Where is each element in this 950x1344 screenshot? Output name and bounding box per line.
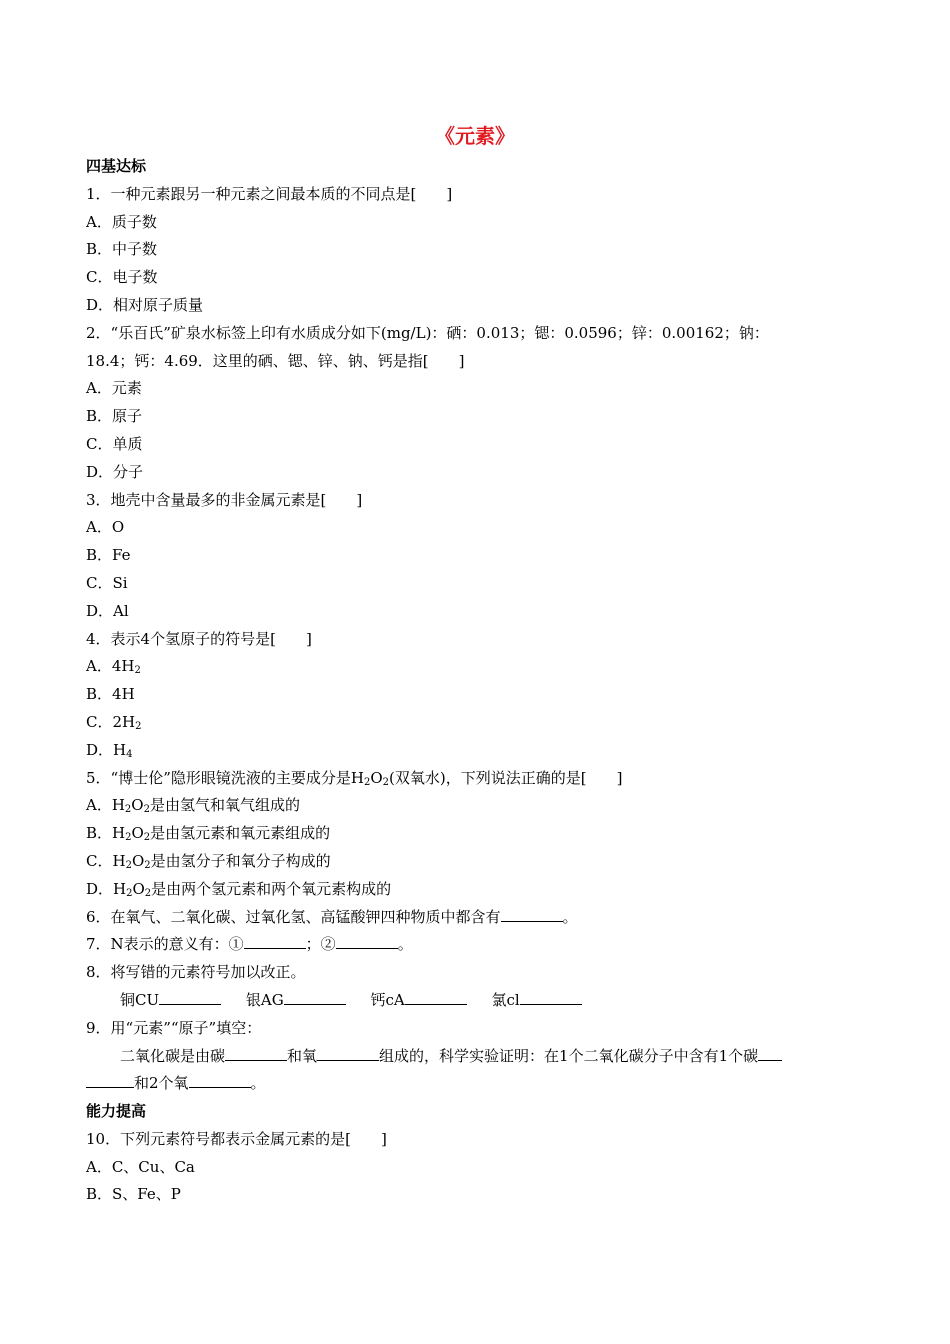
answer-blank — [520, 987, 582, 1005]
answer-blank — [405, 987, 467, 1005]
question-2-option-d: D．分子 — [86, 462, 144, 481]
question-1-option-b: B．中子数 — [86, 240, 158, 259]
question-2-option-a: A．元素 — [86, 379, 142, 398]
element-item-calcium: 钙cA — [370, 990, 405, 1009]
question-4-option-c: C．$2H_2$ — [86, 712, 142, 732]
question-5-option-b: B．$H_2O_2$是由氢元素和氧元素组成的 — [86, 824, 331, 844]
question-9-line1: 二氧化碳是由碳 和氧 组成的，科学实验证明：在1个二氧化碳分子中含有1个碳 — [86, 1043, 876, 1071]
question-4-option-b: B．4H — [86, 685, 135, 704]
question-1-option-a: A．质子数 — [86, 212, 157, 231]
question-5-stem: 5．“博士伦”隐形眼镜洗液的主要成分是$H_2O_2$(双氧水)，下列说法正确的是[ ] — [86, 768, 623, 788]
answer-blank — [159, 987, 221, 1005]
question-5-option-d: D．$H_2O_2$是由两个氢元素和两个氧元素构成的 — [86, 879, 392, 899]
document-body — [86, 153, 876, 1209]
question-3-option-c: C．Si — [86, 573, 128, 592]
question-3-option-a: A．O — [86, 518, 125, 537]
question-4-stem: 4．表示4个氢原子的符号是[ ] — [86, 629, 312, 648]
question-2-stem-line2: 18.4；钙：4.69．这里的硒、锶、锌、钠、钙是指[ ] — [86, 351, 465, 370]
question-10-stem: 10．下列元素符号都表示金属元素的是[ ] — [86, 1129, 387, 1148]
answer-blank — [244, 931, 306, 949]
question-3-option-d: D．Al — [86, 601, 129, 620]
element-item-chlorine: 氯cl — [491, 990, 520, 1009]
question-2-option-c: C．单质 — [86, 434, 143, 453]
section-heading-advanced: 能力提高 — [86, 1102, 147, 1121]
question-7: 7．N表示的意义有：① ；② 。 — [86, 931, 876, 959]
question-5-option-c: C．$H_2O_2$是由氢分子和氧分子构成的 — [86, 851, 331, 871]
question-6: 6．在氧气、二氧化碳、过氧化氢、高锰酸钾四种物质中都含有 。 — [86, 904, 876, 932]
question-5-option-a: A．$H_2O_2$是由氢气和氧气组成的 — [86, 796, 300, 816]
question-1-stem: 1．一种元素跟另一种元素之间最本质的不同点是[ ] — [86, 184, 453, 203]
question-1-option-c: C．电子数 — [86, 268, 158, 287]
answer-blank — [336, 931, 398, 949]
element-item-silver: 银AG — [245, 990, 284, 1009]
document-title: 《元素》 — [435, 124, 515, 148]
question-8-items — [86, 987, 876, 1015]
question-10-option-b: B．S、Fe、P — [86, 1185, 181, 1204]
question-4-option-a: A．$4H_2$ — [86, 657, 141, 677]
answer-blank — [225, 1043, 287, 1061]
question-1-option-d: D．相对原子质量 — [86, 295, 204, 314]
question-2-option-b: B．原子 — [86, 407, 143, 426]
section-heading-basic: 四基达标 — [86, 157, 147, 175]
question-4-option-d: D．$H_4$ — [86, 740, 133, 760]
question-3-stem: 3．地壳中含量最多的非金属元素是[ ] — [86, 490, 363, 509]
question-8-stem: 8．将写错的元素符号加以改正。 — [86, 963, 306, 982]
answer-blank — [86, 1070, 134, 1088]
element-item-copper: 铜CU — [120, 990, 160, 1009]
question-9-stem: 9．用“元素”“原子”填空： — [86, 1018, 262, 1037]
answer-blank — [284, 987, 346, 1005]
question-9-line2: 和2个氧 。 — [86, 1070, 876, 1098]
answer-blank — [189, 1070, 251, 1088]
answer-blank — [758, 1043, 782, 1061]
question-10-option-a: A．C、Cu、Ca — [86, 1157, 195, 1176]
answer-blank — [317, 1043, 379, 1061]
answer-blank — [501, 904, 563, 922]
question-2-stem-line1: 2．“乐百氏”矿泉水标签上印有水质成分如下(mg/L)：硒：0.013；锶：0.0596；锌：0.00162；钠： — [86, 323, 769, 342]
question-3-option-b: B．Fe — [86, 546, 131, 565]
